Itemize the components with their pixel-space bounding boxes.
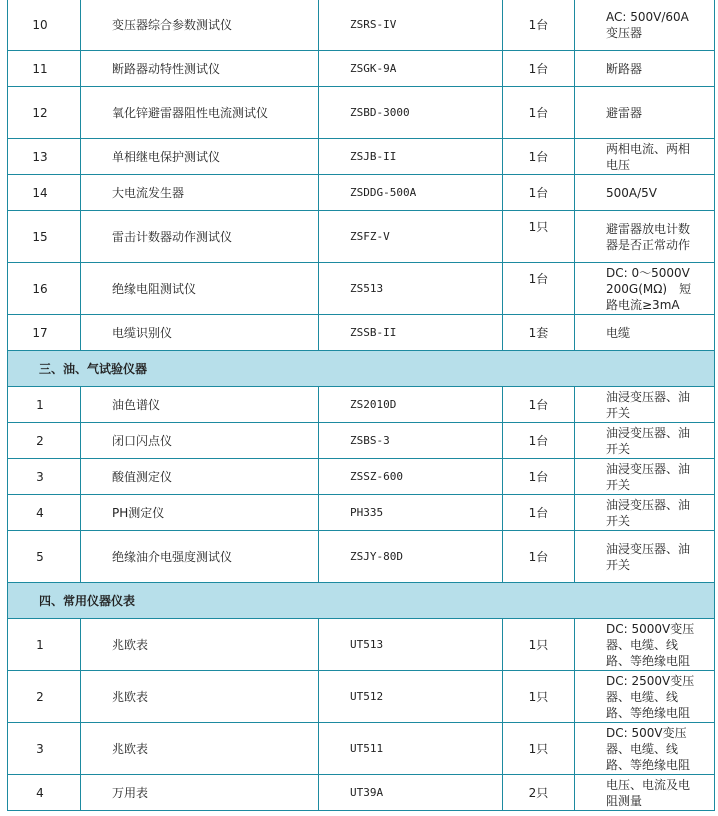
- quantity: 1台: [503, 387, 575, 423]
- application-note: 避雷器: [575, 87, 715, 139]
- instrument-name: 绝缘油介电强度测试仪: [81, 531, 319, 583]
- application-note: DC: 0～5000V 200G(MΩ) 短路电流≥3mA: [575, 263, 715, 315]
- application-note: DC: 500V变压器、电缆、线路、等绝缘电阻: [575, 723, 715, 775]
- model-code: ZSRS-IV: [319, 0, 503, 51]
- model-code: ZSFZ-V: [319, 211, 503, 263]
- instrument-name: 雷击计数器动作测试仪: [81, 211, 319, 263]
- section-header-row: [8, 351, 715, 387]
- row-number: 13: [8, 139, 81, 175]
- application-note: 避雷器放电计数器是否正常动作: [575, 211, 715, 263]
- table-row: [8, 531, 715, 583]
- instrument-name: PH测定仪: [81, 495, 319, 531]
- table-row: [8, 423, 715, 459]
- table-row: [8, 0, 715, 51]
- model-code: UT513: [319, 619, 503, 671]
- table-row: [8, 459, 715, 495]
- application-note: AC: 500V/60A 变压器: [575, 0, 715, 51]
- table-row: [8, 495, 715, 531]
- application-note: 电缆: [575, 315, 715, 351]
- application-note: DC: 5000V变压器、电缆、线路、等绝缘电阻: [575, 619, 715, 671]
- application-note: 油浸变压器、油开关: [575, 459, 715, 495]
- row-number: 12: [8, 87, 81, 139]
- quantity: 1套: [503, 315, 575, 351]
- instrument-name: 大电流发生器: [81, 175, 319, 211]
- row-number: 2: [8, 423, 81, 459]
- row-number: 10: [8, 0, 81, 51]
- row-number: 17: [8, 315, 81, 351]
- model-code: ZSSZ-600: [319, 459, 503, 495]
- instrument-name: 兆欧表: [81, 723, 319, 775]
- quantity: 1只: [503, 619, 575, 671]
- table-row: [8, 175, 715, 211]
- row-number: 5: [8, 531, 81, 583]
- instrument-name: 酸值测定仪: [81, 459, 319, 495]
- quantity: 1台: [503, 423, 575, 459]
- instrument-name: 变压器综合参数测试仪: [81, 0, 319, 51]
- instrument-name: 万用表: [81, 775, 319, 811]
- model-code: ZSSB-II: [319, 315, 503, 351]
- instrument-name: 绝缘电阻测试仪: [81, 263, 319, 315]
- model-code: PH335: [319, 495, 503, 531]
- quantity: 1台: [503, 87, 575, 139]
- quantity: 2只: [503, 775, 575, 811]
- model-code: ZSBS-3: [319, 423, 503, 459]
- model-code: ZSJB-II: [319, 139, 503, 175]
- quantity: 1只: [503, 723, 575, 775]
- instrument-name: 单相继电保护测试仪: [81, 139, 319, 175]
- application-note: 油浸变压器、油开关: [575, 387, 715, 423]
- instrument-name: 兆欧表: [81, 619, 319, 671]
- quantity: 1台: [503, 495, 575, 531]
- quantity: 1台: [503, 0, 575, 51]
- row-number: 1: [8, 387, 81, 423]
- model-code: ZSJY-80D: [319, 531, 503, 583]
- table-row: [8, 51, 715, 87]
- application-note: DC: 2500V变压器、电缆、线路、等绝缘电阻: [575, 671, 715, 723]
- row-number: 4: [8, 775, 81, 811]
- application-note: 两相电流、两相电压: [575, 139, 715, 175]
- application-note: 电压、电流及电阻测量: [575, 775, 715, 811]
- row-number: 15: [8, 211, 81, 263]
- quantity: 1只: [503, 211, 575, 263]
- model-code: ZS2010D: [319, 387, 503, 423]
- row-number: 2: [8, 671, 81, 723]
- instrument-name: 氧化锌避雷器阻性电流测试仪: [81, 87, 319, 139]
- quantity: 1台: [503, 139, 575, 175]
- instrument-name: 闭口闪点仪: [81, 423, 319, 459]
- model-code: UT39A: [319, 775, 503, 811]
- section-header-row: [8, 583, 715, 619]
- row-number: 4: [8, 495, 81, 531]
- table-row: [8, 387, 715, 423]
- table-row: [8, 723, 715, 775]
- quantity: 1只: [503, 671, 575, 723]
- instrument-name: 兆欧表: [81, 671, 319, 723]
- row-number: 3: [8, 723, 81, 775]
- table-row: [8, 211, 715, 263]
- table-row: [8, 87, 715, 139]
- model-code: ZSDDG-500A: [319, 175, 503, 211]
- application-note: 油浸变压器、油开关: [575, 495, 715, 531]
- row-number: 11: [8, 51, 81, 87]
- section-title-common-instruments: 四、常用仪器仪表: [8, 583, 715, 619]
- quantity: 1台: [503, 263, 575, 315]
- row-number: 14: [8, 175, 81, 211]
- table-row: [8, 263, 715, 315]
- row-number: 16: [8, 263, 81, 315]
- quantity: 1台: [503, 459, 575, 495]
- table-row: [8, 619, 715, 671]
- instrument-name: 断路器动特性测试仪: [81, 51, 319, 87]
- row-number: 3: [8, 459, 81, 495]
- model-code: ZSBD-3000: [319, 87, 503, 139]
- table-row: [8, 775, 715, 811]
- application-note: 断路器: [575, 51, 715, 87]
- row-number: 1: [8, 619, 81, 671]
- equipment-table: [7, 0, 715, 811]
- section-title-oil-gas: 三、油、气试验仪器: [8, 351, 715, 387]
- quantity: 1台: [503, 175, 575, 211]
- model-code: UT512: [319, 671, 503, 723]
- model-code: ZSGK-9A: [319, 51, 503, 87]
- application-note: 油浸变压器、油开关: [575, 423, 715, 459]
- instrument-name: 电缆识别仪: [81, 315, 319, 351]
- model-code: ZS513: [319, 263, 503, 315]
- instrument-name: 油色谱仪: [81, 387, 319, 423]
- quantity: 1台: [503, 531, 575, 583]
- application-note: 500A/5V: [575, 175, 715, 211]
- table-row: [8, 671, 715, 723]
- table-row: [8, 139, 715, 175]
- quantity: 1台: [503, 51, 575, 87]
- table-row: [8, 315, 715, 351]
- application-note: 油浸变压器、油开关: [575, 531, 715, 583]
- model-code: UT511: [319, 723, 503, 775]
